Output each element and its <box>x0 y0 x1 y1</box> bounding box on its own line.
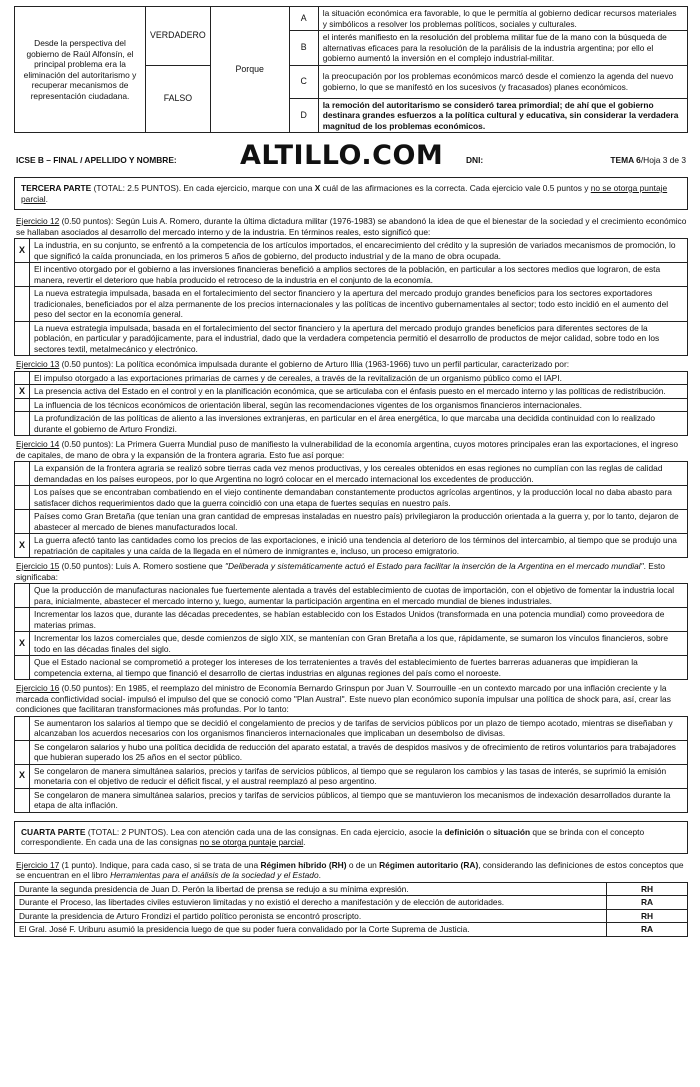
answer-option: Que la producción de manufacturas nacionales fue fuertemente alentada a través del establecimiento de cuotas de importación, con el objetivo de fomentar la industria local para, inicialmente, abastecer el mercado interno y, luego, aumentar la participación argentina en el mercado mundial de bienes industriales. <box>30 584 688 608</box>
answer-mark[interactable] <box>15 608 30 632</box>
answer-mark[interactable]: X <box>15 764 30 788</box>
answer-mark[interactable] <box>15 462 30 486</box>
exercise-15-prompt: Ejercicio 15 (0.50 puntos): Luis A. Romero sostiene que "Deliberada y sistemáticamente actuó el Estado para facilitar la inserción de la Argentina en el mercado mundial". Esto significaba: <box>16 561 666 582</box>
answer-option: El impulso otorgado a las exportaciones primarias de carnes y de cereales, a través de la revitalización de un organismo público como el IAPI. <box>30 371 688 385</box>
regime-case: Durante el Proceso, las libertades civiles estuvieron limitadas y no existió el derecho a manifestación y de elección de autoridades. <box>15 896 607 910</box>
answer-option: La nueva estrategia impulsada, basada en el fortalecimiento del sector financiero y la apertura del mercado produjo grandes beneficios para los sectores exportadores tradicionales, beneficiados por el alza permanente de los precios internacionales y las políticas de incentivo gubernamentales al sector; todo esto incidió en el aumento del peso del sector en la economía general. <box>30 287 688 322</box>
falso-option[interactable]: FALSO <box>146 65 211 133</box>
answer-option: La expansión de la frontera agraria se realizó sobre tierras cada vez menos productivas, y los cereales obtenidos en esas regiones no cumplían con las reglas de calidad demandadas en los países europeos, por lo que Argentina no logró colocar en el mercado internacional los excedentes de producción. <box>30 462 688 486</box>
answer-mark[interactable]: X <box>15 385 30 399</box>
answer-option: Se congelaron salarios y hubo una política decidida de reducción del aparato estatal, a través de despidos masivos y de ofrecimiento de retiros voluntarios para trabajadores que hubieran superado los 25 años en el sector público. <box>30 740 688 764</box>
exercise-16-prompt: Ejercicio 16 (0.50 puntos): En 1985, el reemplazo del ministro de Economía Bernardo Grinspun por Juan V. Sourrouille -en un contexto marcado por una inflación creciente y la marcada conflictividad social- impulsó el impulso del que se conoció como "Plan Austral". Este nuevo plan económico suponía impulsar una política de shock para, así, crear las condiciones que facilitaran transformaciones más profundas. Por lo tanto: <box>16 683 671 714</box>
answer-option: La guerra afectó tanto las cantidades como los precios de las exportaciones, e inició una tendencia al deterioro de los términos del intercambio, al tiempo que se produjo una repatriación de capitales y una caída de la llegada en el número de inmigrantes e, incluso, un proceso emigratorio. <box>30 534 688 558</box>
exercise-12-prompt: Ejercicio 12 (0.50 puntos): Según Luis A. Romero, durante la última dictadura militar (1976-1983) se abandonó la idea de que el bienestar de la sociedad y el crecimiento económico se hallaban asociados al desarrollo del mercado interno y de la industria. En términos reales, esto significó que: <box>16 216 687 237</box>
exam-header <box>14 137 688 175</box>
answer-option: Se congelaron de manera simultánea salarios, precios y tarifas de servicios públicos, al tiempo que se regularon los cambios y las tasas de interés, se suprimió la emisión monetaria con el objetivo de reducir el déficit fiscal, y el austral reemplazó al peso argentino. <box>30 764 688 788</box>
regime-case: El Gral. José F. Uriburu asumió la presidencia luego de que su poder fuera convalidado por la Corte Suprema de Justicia. <box>15 923 607 937</box>
exercise-12-options <box>14 238 688 356</box>
answer-mark[interactable]: X <box>15 632 30 656</box>
answer-option: La influencia de los técnicos económicos de orientación liberal, según las recomendaciones vigentes de los organismos financieros internacionales. <box>30 398 688 412</box>
option-text-a: la situación económica era favorable, lo que le permitía al gobierno dedicar recursos materiales y simbólicos a resolver los problemas políticos, sociales y culturales. <box>318 7 687 31</box>
option-letter-d[interactable]: D <box>289 98 318 133</box>
student-name-label: ICSE B – FINAL / APELLIDO Y NOMBRE: <box>16 155 177 165</box>
regime-answer[interactable]: RA <box>607 896 688 910</box>
verdadero-option[interactable]: VERDADERO <box>146 7 211 66</box>
dni-label: DNI: <box>466 155 484 165</box>
answer-mark[interactable] <box>15 740 30 764</box>
exercise-17-table <box>14 882 688 937</box>
answer-option: Se congelaron de manera simultánea salarios, precios y tarifas de servicios públicos, al tiempo que se mantuvieron los mecanismos de indexación desarrollados durante la etapa de alta inflación. <box>30 788 688 812</box>
exercise-15-options <box>14 583 688 680</box>
tema-label: TEMA 6/Hoja 3 de 3 <box>610 155 686 165</box>
answer-option: La nueva estrategia impulsada, basada en el fortalecimiento del sector financiero y la apertura del mercado produjo grandes beneficios para diferentes sectores de la población, en particular y paradójicamente, para el industrial, dado que la verdadera competencia permitió el desarrollo de productos de mejor calidad, sobre todo en los sectores textil, metalmecánico y electrónico. <box>30 321 688 356</box>
answer-option: La industria, en su conjunto, se enfrentó a la competencia de los artículos importados, el encarecimiento del crédito y la supresión de variados mecanismos de promoción, lo que significó la caída pronunciada, en los primeros 5 años de gobierno, del producto industrial y de la mano de obra ocupada. <box>30 239 688 263</box>
answer-mark[interactable] <box>15 321 30 356</box>
answer-option: Incrementar los lazos comerciales que, desde comienzos de siglo XIX, se mantenían con Gran Bretaña a los que, rápidamente, se sumaron los vínculos financieros, sobre todo en las décadas finales del siglo. <box>30 632 688 656</box>
regime-answer[interactable]: RH <box>607 882 688 896</box>
statement-cell: Desde la perspectiva del gobierno de Raúl Alfonsín, el principal problema era la eliminación del autoritarismo y recuperar mecanismos de representación ciudadana. <box>15 7 146 133</box>
regime-case: Durante la segunda presidencia de Juan D. Perón la libertad de prensa se redujo a su mínima expresión. <box>15 882 607 896</box>
answer-mark[interactable]: X <box>15 239 30 263</box>
answer-option: Incrementar los lazos que, durante las décadas precedentes, se habían establecido con los Estados Unidos (transformada en una potencia mundial) como proveedora de materias primas. <box>30 608 688 632</box>
answer-mark[interactable]: X <box>15 534 30 558</box>
answer-option: Se aumentaron los salarios al tiempo que se decidió el congelamiento de precios y de tarifas de servicios públicos por un plazo de tiempo acotado, mientras se diseñaban y alcanzaban los acuerdos necesarios con los organismos financieros internacionales que implicaban un desembolso de divisas. <box>30 716 688 740</box>
exercise-16-options <box>14 716 688 813</box>
answer-mark[interactable] <box>15 287 30 322</box>
regime-answer[interactable]: RA <box>607 923 688 937</box>
answer-mark[interactable] <box>15 371 30 385</box>
answer-mark[interactable] <box>15 788 30 812</box>
answer-option: Los países que se encontraban combatiendo en el viejo continente demandaban constantemente productos agrícolas argentinos, y la producción local no daba abasto para satisfacer dichos requerimientos dado que la guerra coincidió con una etapa de fuertes sequías en nuestro país. <box>30 486 688 510</box>
cuarta-parte-instructions: CUARTA PARTE (TOTAL: 2 PUNTOS). Lea con atención cada una de las consignas. En cada ejercicio, asocie la definición o situación que se brinda con el concepto correspondiente. En cada una de las consignas no se otorga puntaje parcial. <box>14 821 688 854</box>
answer-mark[interactable] <box>15 486 30 510</box>
exercise-14-options <box>14 461 688 558</box>
porque-label: Porque <box>210 7 289 133</box>
exercise-14-prompt: Ejercicio 14 (0.50 puntos): La Primera Guerra Mundial puso de manifiesto la vulnerabilidad de la economía argentina, cuyos motores principales eran las exportaciones, el ingreso de capitales, de mano de obra y la expansión de la frontera agraria. Esto fue así porque: <box>16 439 678 460</box>
regime-case: Durante la presidencia de Arturo Frondizi el partido político peronista se encontró proscripto. <box>15 909 607 923</box>
option-text-c: la preocupación por los problemas económicos marcó desde el comienzo la agenda del nuevo gobierno, lo que se manifestó en los sucesivos (y fracasados) planes económicos. <box>318 65 687 98</box>
answer-option: La presencia activa del Estado en el control y en la planificación económica, que se articulaba con el énfasis puesto en el mercado interno y las políticas de redistribución. <box>30 385 688 399</box>
option-letter-a[interactable]: A <box>289 7 318 31</box>
answer-option: El incentivo otorgado por el gobierno a las inversiones financieras benefició a amplios sectores de la población, en particular a los sectores medios que lograron, de esta manera, revertir el deterioro que había producido el retroceso de la industria en el conjunto de la economía. <box>30 263 688 287</box>
answer-mark[interactable] <box>15 656 30 680</box>
option-letter-b[interactable]: B <box>289 31 318 66</box>
exercise-17-prompt: Ejercicio 17 (1 punto). Indique, para cada caso, si se trata de una Régimen híbrido (RH) o de un Régimen autoritario (RA), considerando las definiciones de estos conceptos que se encuentran en el libro Herramientas para el análisis de la sociedad y el Estado. <box>16 859 684 880</box>
answer-mark[interactable] <box>15 584 30 608</box>
tercera-parte-instructions: TERCERA PARTE (TOTAL: 2.5 PUNTOS). En cada ejercicio, marque con una X cuál de las afirmaciones es la correcta. Cada ejercicio vale 0.5 puntos y no se otorga puntaje parcial. <box>14 177 688 210</box>
answer-mark[interactable] <box>15 263 30 287</box>
option-text-d: la remoción del autoritarismo se consideró tarea primordial; de ahí que el gobierno destinara grandes esfuerzos a la política cultural y educativa, sin considerar la verdadera magnitud de los problemas económicos. <box>318 98 687 133</box>
answer-option: Que el Estado nacional se comprometió a proteger los intereses de los terratenientes a través del establecimiento de fuertes barreras aduaneras que impidieran la competencia externa, al tiempo que financió el desarrollo de ciertas industrias en algunas regiones del país como el noroeste. <box>30 656 688 680</box>
exam-page <box>14 6 688 937</box>
altillo-logo: ALTILLO.COM <box>240 140 444 171</box>
exercise-13-options <box>14 371 688 437</box>
regime-answer[interactable]: RH <box>607 909 688 923</box>
true-false-table <box>14 6 688 133</box>
option-letter-c[interactable]: C <box>289 65 318 98</box>
answer-mark[interactable] <box>15 412 30 436</box>
answer-option: Países como Gran Bretaña (que tenían una gran cantidad de empresas instaladas en nuestro país) privilegiaron la producción orientada a la guerra y, por lo tanto, dejaron de abastecer al mercado de bienes manufacturados local. <box>30 510 688 534</box>
exercise-13-prompt: Ejercicio 13 (0.50 puntos): La política económica impulsada durante el gobierno de Arturo Illia (1963-1966) tuvo un perfil particular, caracterizado por: <box>16 359 570 369</box>
answer-mark[interactable] <box>15 510 30 534</box>
answer-mark[interactable] <box>15 716 30 740</box>
answer-option: La profundización de las políticas de aliento a las inversiones extranjeras, en particular en el área energética, lo que marcaba una decidida continuidad con lo realizado durante el gobierno de Arturo Frondizi. <box>30 412 688 436</box>
option-text-b: el interés manifiesto en la resolución del problema militar fue de la mano con la búsqueda de alternativas eficaces para la resolución de la parálisis de la industria argentina; por ello el gobierno aumentó la inversión en el complejo industrial-militar. <box>318 31 687 66</box>
answer-mark[interactable] <box>15 398 30 412</box>
